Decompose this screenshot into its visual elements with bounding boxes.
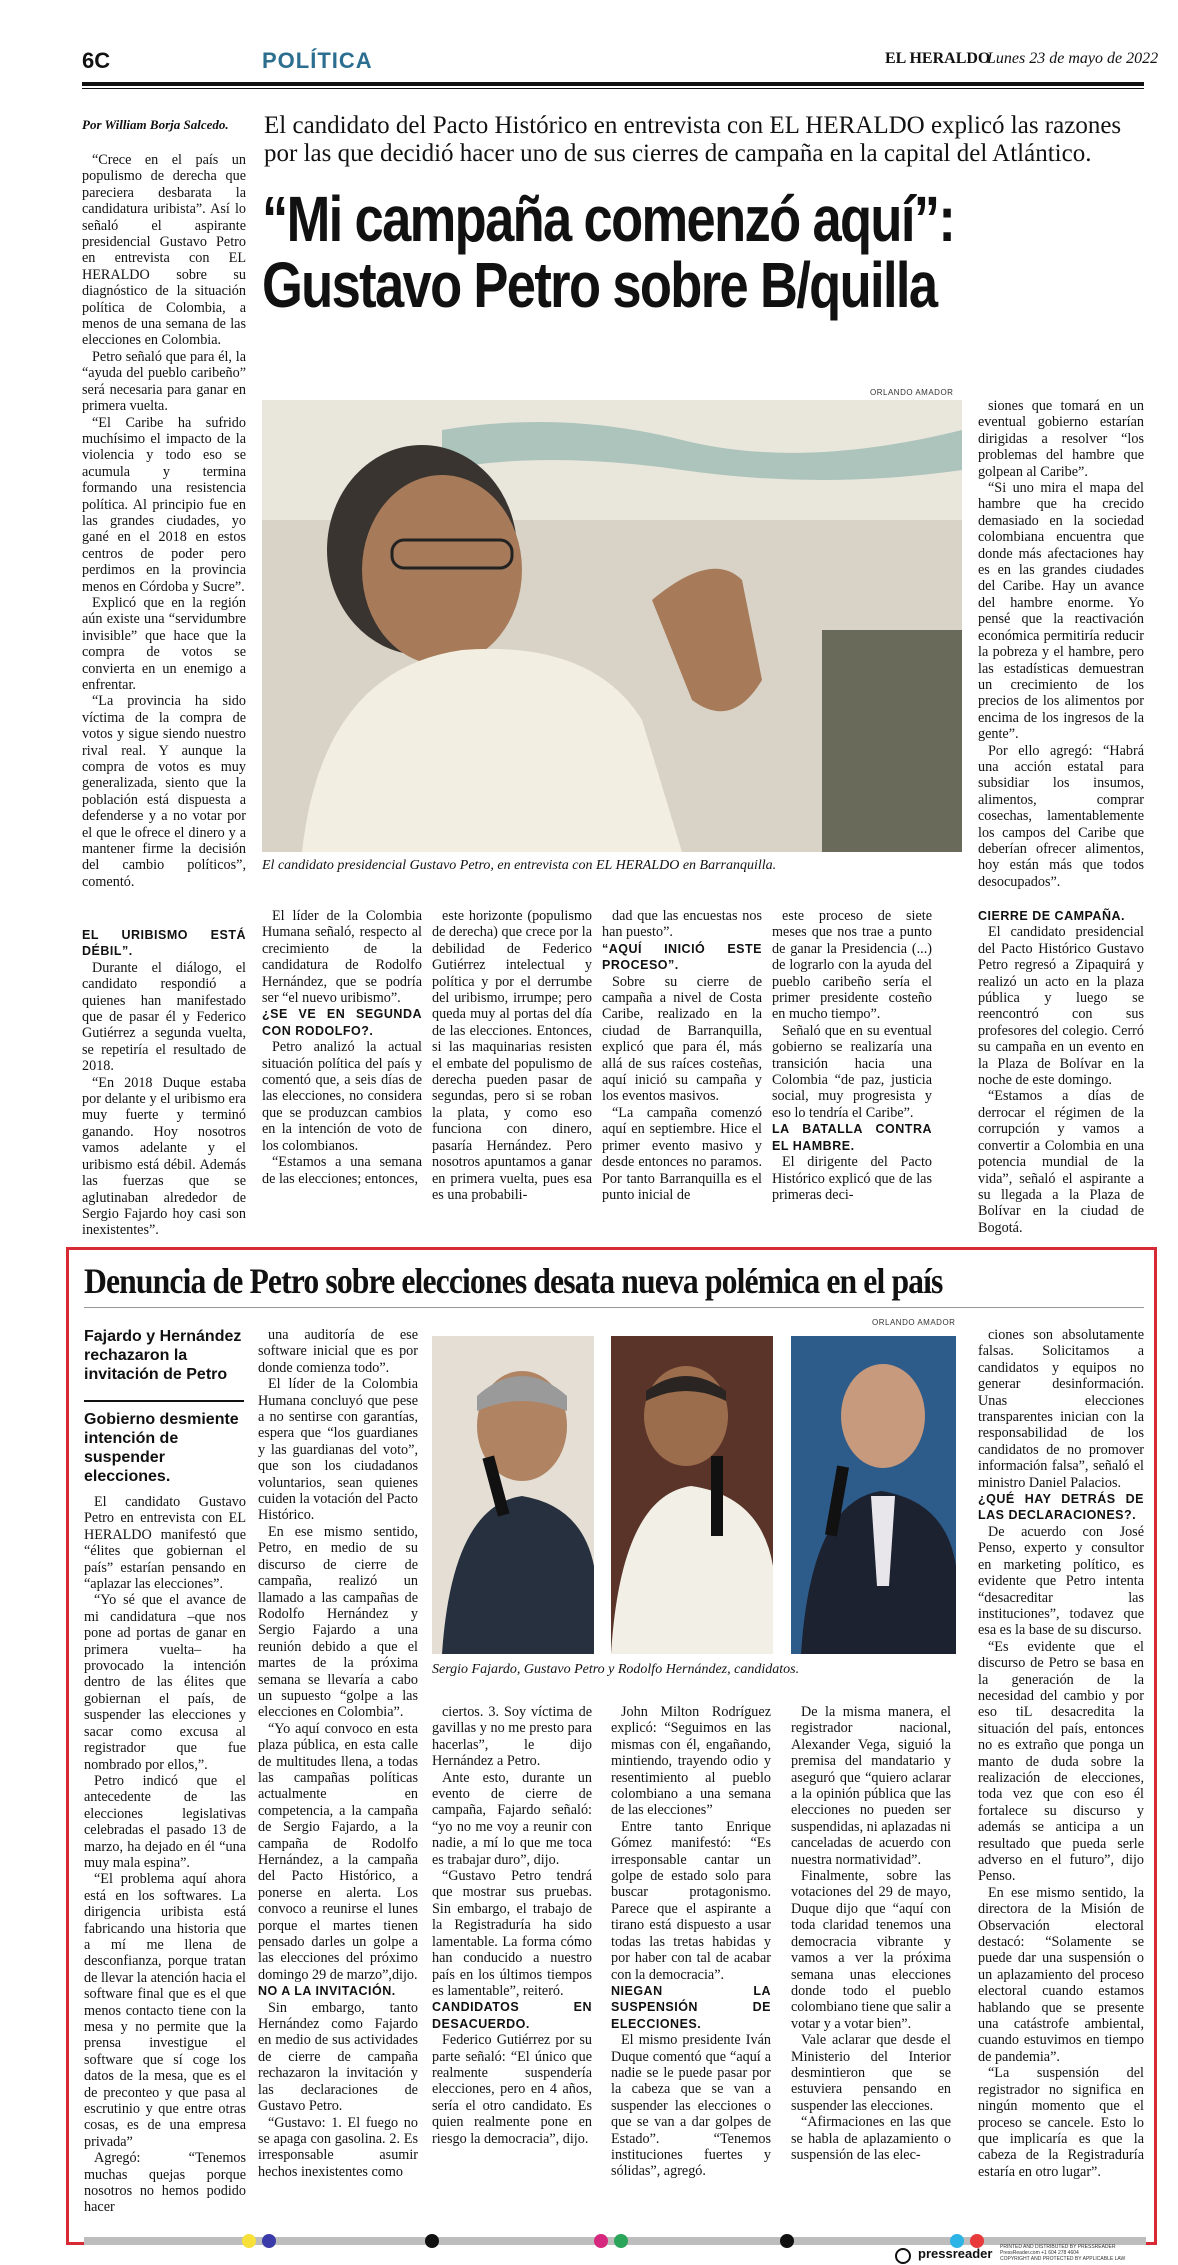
box-rule xyxy=(84,1307,1144,1308)
fajardo-photo-illustration xyxy=(432,1336,594,1654)
side-headline-1: Fajardo y Hernández rechazaron la invitación de Petro xyxy=(84,1328,242,1383)
headline-line-2: Gustavo Petro sobre B/quilla xyxy=(262,249,937,321)
story1-column-6b xyxy=(978,908,1144,1236)
col-paragraphs xyxy=(84,1494,246,2216)
petro-photo-illustration xyxy=(262,400,962,852)
paragraph: “Estamos a días de derrocar el régimen de la corrupción y vamos a convertir a Colombia en una potencia mundial de la vida”, señaló el aspirante a su llegada a la Plaza de Bolívar en la ciudad de Bogotá. xyxy=(978,1088,1144,1236)
subhead: NO A LA INVITACIÓN. xyxy=(258,1984,396,1999)
story2-column-6 xyxy=(978,1327,1144,2180)
hernandez-photo-illustration xyxy=(791,1336,956,1654)
paragraph: Petro señaló que para él, la “ayuda del pueblo caribeño” será necesaria para ganar en primera vuelta. xyxy=(82,348,246,415)
paragraph: “Es evidente que el discurso de Petro se basa en la generación de la necesidad del cambio y por eso tiL desacredita la situación del país, entonces no es extraño que ponga un manto de duda sobre la realización de elecciones, toda vez que con eso él fortalece su discurso y además se anticipa a un resultado que pueda serle adverso en el futuro”, dijo Penso. xyxy=(978,1638,1144,1885)
col-paragraphs xyxy=(978,924,1144,1236)
paragraph: “Afirmaciones en las que se habla de aplazamiento o suspensión de las elec- xyxy=(791,2114,951,2163)
paragraph: En ese mismo sentido, la directora de la Misión de Observación electoral destacó: “Solamente se puede dar una suspensión o un aplazamiento del proceso electoral cuando estamos hablando que se presente una catástrofe ambiental, cuando estuvimos en tiempo de pandemia”. xyxy=(978,1884,1144,2065)
photo-caption: El candidato presidencial Gustavo Petro, en entrevista con EL HERALDO en Barranquilla. xyxy=(262,858,777,873)
paragraph: “Crece en el país un populismo de derecha que pareciera desbarata la candidatura uribista”. Así lo señaló el aspirante presidencial Gustavo Petro en entrevista con EL HERALDO sobre su diagnóstico de la situación política de Colombia, a menos de una semana de las elecciones en Colombia. xyxy=(82,152,246,349)
col-paragraphs xyxy=(258,2000,418,2180)
subhead: CANDIDATOS EN DESACUERDO. xyxy=(432,2000,592,2031)
header-rule xyxy=(82,82,1144,86)
header-rule-thin xyxy=(82,88,1144,89)
subhead: EL URIBISMO ESTÁ DÉBIL”. xyxy=(82,928,246,959)
paragraph: “Gustavo Petro tendrá que mostrar sus pruebas. Sin embargo, el trabajo de la Registraduría ha sido lamentable. La forma cómo han conducido a nuestro país en los últimos tiempos es lamentable”, reiteró. xyxy=(432,1868,592,1999)
paragraph: una auditoría de ese software inicial que es por donde comienza todo”. xyxy=(258,1327,418,1376)
col-paragraphs xyxy=(82,152,246,890)
col-paragraphs xyxy=(262,1039,422,1187)
byline: Por William Borja Salcedo. xyxy=(82,117,229,132)
petro-photo-illustration xyxy=(611,1336,773,1654)
color-dot xyxy=(262,2234,276,2248)
story2-column-1 xyxy=(84,1494,246,2216)
col-paragraphs xyxy=(602,908,762,941)
notice-line-1: PRINTED AND DISTRIBUTED BY PRESSREADER xyxy=(1000,2244,1116,2250)
col-paragraphs xyxy=(978,1524,1144,2180)
paragraph: “El problema aquí ahora está en los softwares. La dirigencia uribista está fabricando una historia que a mí me llena de desconfianza, porque tratan de llevar la atención hacia el software final que es el que menos contacto tiene con la mesa y no permite que la prensa investigue el software que sí coge los datos de la mesa, que es el de preconteo y que pasa al escrutinio y que entre otras cosas, es de una empresa privada” xyxy=(84,1871,246,2150)
paragraph: Entre tanto Enrique Gómez manifestó: “Es irresponsable cantar un golpe de estado solo para buscar protagonismo. Parece que el aspirante a tirano está dispuesto a usar todas las tretas habidas y por haber con tal de acabar con la democracia”. xyxy=(611,1818,771,1983)
story1-column-4 xyxy=(602,908,762,1203)
color-dot xyxy=(780,2234,794,2248)
color-dot xyxy=(425,2234,439,2248)
pressreader-brand: pressreader xyxy=(918,2246,993,2261)
col-paragraphs xyxy=(611,1704,771,1983)
paragraph: ciertos. 3. Soy víctima de gavillas y no me presto para hacerlas”, le dijo Hernández a Petro. xyxy=(432,1704,592,1770)
paragraph: este proceso de siete meses que nos trae a punto de ganar la Presidencia (...) de lograrlo con la ayuda del pueblo caribeño sería el primer presidente costeño en mucho tiempo”. xyxy=(772,908,932,1023)
fajardo-photo xyxy=(432,1336,594,1654)
page-number: 6C xyxy=(82,48,111,73)
paragraph: Finalmente, sobre las votaciones del 29 de mayo, Duque dijo que “aquí con toda claridad tenemos una democracia vibrante y vamos a ver la próxima semana unas elecciones donde todo el pueblo colombiano tiene que salir a votar y a votar bien”. xyxy=(791,1868,951,2032)
paragraph: El líder de la Colombia Humana concluyó que pese a no sentirse con garantías, espera que “los guardianes y las guardianas del voto”, que son los ciudadanos voluntarios, sean quienes cuiden la votación del Pacto Histórico. xyxy=(258,1376,418,1524)
story2-column-5 xyxy=(791,1704,951,2163)
paragraph: “Si uno mira el mapa del hambre que ha crecido demasiado en la sociedad colombiana encuentra que donde más afectaciones hay es en las grandes ciudades del Caribe. Hay un avance del hambre enorme. Yo pensé que la reactivación económica permitiría reducir la pobreza y el hambre, pero las estadísticas demuestran un crecimiento de los precios de los alimentos por encima de los ingresos de la gente”. xyxy=(978,480,1144,743)
photo-caption: Sergio Fajardo, Gustavo Petro y Rodolfo Hernández, candidatos. xyxy=(432,1662,800,1677)
paragraph: dad que las encuestas nos han puesto”. xyxy=(602,908,762,941)
paragraph: El líder de la Colombia Humana señaló, respecto al crecimiento de la candidatura de Rodolfo Hernández, que se podría ser “el nuevo uribismo”. xyxy=(262,908,422,1007)
story1-column-5 xyxy=(772,908,932,1203)
paragraph: “Gustavo: 1. El fuego no se apaga con gasolina. 2. Es irresponsable asumir hechos inexistentes como xyxy=(258,2114,418,2180)
story1-column-2 xyxy=(262,908,422,1187)
box-headline: Denuncia de Petro sobre elecciones desata nueva polémica en el país xyxy=(84,1261,943,1301)
paragraph: Por ello agregó: “Habrá una acción estatal para subsidiar los insumos, alimentos, comprar cosechas, lamentablemente los campos del Caribe que deberían ofrecer alimentos, hoy están más que todos desocupados”. xyxy=(978,742,1144,890)
photo-credit: ORLANDO AMADOR xyxy=(872,1318,956,1327)
subhead: NIEGAN LA SUSPENSIÓN DE ELECCIONES. xyxy=(611,1983,771,2031)
paragraph: El candidato presidencial del Pacto Histórico Gustavo Petro regresó a Zipaquirá y realizó un acto en la plaza pública y luego se reencontró con sus profesores del colegio. Cerró su campaña en un evento en la Plaza de Bolívar en la noche de este domingo. xyxy=(978,924,1144,1089)
paragraph: “Yo aquí convoco en esta plaza pública, en esta calle de multitudes llena, a todas las campañas políticas actualmente en competencia, a la campaña de Sergio Fajardo, a la campaña de Rodolfo Hernández, a la campaña del Pacto Histórico, a ponerse en alerta. Los convoco a reunirse el lunes porque el martes tienen pensado darles un golpe a las elecciones del próximo domingo 29 de marzo”,dijo. xyxy=(258,1720,418,1983)
story2-column-3 xyxy=(432,1704,592,2147)
photo-credit: ORLANDO AMADOR xyxy=(870,388,954,397)
paragraph: “Estamos a una semana de las elecciones; entonces, xyxy=(262,1154,422,1187)
paragraph: Ante esto, durante un evento de cierre de campaña, Fajardo señaló: “yo no me voy a reunir con nadie, a mí lo que me toca es trabajar duro”, dijo. xyxy=(432,1769,592,1868)
paragraph: “En 2018 Duque estaba por delante y el uribismo era muy fuerte y terminó ganando. Hoy nosotros vamos adelante y el uribismo está débil. Además las fuerzas que se aglutinaban alrededor de Sergio Fajardo hoy casi son inexistentes”. xyxy=(82,1074,246,1239)
subhead: ¿QUÉ HAY DETRÁS DE LAS DECLARACIONES?. xyxy=(978,1492,1144,1523)
col-paragraphs xyxy=(611,2032,771,2180)
subhead: CIERRE DE CAMPAÑA. xyxy=(978,909,1125,923)
headline-line-1: “Mi campaña comenzó aquí”: xyxy=(262,183,955,255)
col-paragraphs xyxy=(772,908,932,1121)
paragraph: siones que tomará en un eventual gobierno estarían dirigidas a resolver “los problemas del hambre que golpean al Caribe”. xyxy=(978,398,1144,480)
paragraph: “La suspensión del registrador no significa en ningún momento que el proceso se cancele. Esto lo que implicaría es que la cabeza de la Registraduría estaría en otro lugar”. xyxy=(978,2065,1144,2180)
story1-column-1 xyxy=(82,152,246,890)
paragraph: “Yo sé que el avance de mi candidatura –que nos pone ad portas de ganar en primera vuelta– ha provocado la intención dentro de las élites que gobiernan el país, de suspender las elecciones y sacar como excusa al registrador que fue nombrado por ellos,”. xyxy=(84,1592,246,1773)
paragraph: Federico Gutiérrez por su parte señaló: “El único que realmente suspendería elecciones, pero en 4 años, sería el otro candidato. Es quien realmente pone en riesgo la democracia”, dijo. xyxy=(432,2032,592,2147)
story-headline xyxy=(262,183,992,321)
story-deck: El candidato del Pacto Histórico en entrevista con EL HERALDO explicó las razones por las que decidió hacer uno de sus cierres de campaña en la capital del Atlántico. xyxy=(264,112,1122,167)
col-paragraphs xyxy=(602,974,762,1204)
paragraph: El dirigente del Pacto Histórico explicó que de las primeras deci- xyxy=(772,1154,932,1203)
paragraph: En ese mismo sentido, Petro, en medio de su discurso de cierre de campaña, realizó un llamado a las campañas de Rodolfo Hernández y Sergio Fajardo a una reunión debido a que el martes de la próxima semana se llevaría a cabo un supuesto “golpe a las elecciones en Colombia”. xyxy=(258,1523,418,1721)
issue-date: Lunes 23 de mayo de 2022 xyxy=(987,50,1159,67)
paragraph: “La provincia ha sido víctima de la compra de votos y sigue siendo nuestro rival real. Y aunque la compra de votos es muy generalizada, siento que la población está dispuesta a defenderse y a no votar por el que le ofrece el dinero y a mantener firme la decisión del cambio políticos”, comentó. xyxy=(82,693,246,890)
paragraph: Petro analizó la actual situación política del país y comentó que, a seis días de las elecciones, no considera que se produzcan cambios en la intención de voto de los colombianos. xyxy=(262,1039,422,1154)
paragraph: Durante el diálogo, el candidato respondió a quienes han manifestado que de pasar él y Federico Gutiérrez a segunda vuelta, se repetiría el resultado de 2018. xyxy=(82,959,246,1075)
pressreader-notice xyxy=(1000,2244,1125,2262)
col-paragraphs xyxy=(262,908,422,1006)
notice-line-2: PressReader.com +1 604 278 4604 xyxy=(1000,2250,1079,2256)
paragraph: ciones son absolutamente falsas. Solicitamos a candidatos y equipos no generar desinformación. Unas elecciones transparentes inician con la responsabilidad de los candidatos de no promover información falsa”, señaló el ministro Daniel Palacios. xyxy=(978,1327,1144,1491)
petro-photo xyxy=(611,1336,773,1654)
paragraph: Vale aclarar que desde el Ministerio del Interior desmintieron que se estuviera pensando en suspender las elecciones. xyxy=(791,2032,951,2114)
side-rule xyxy=(84,1400,244,1402)
section-name: POLÍTICA xyxy=(262,48,373,73)
color-dot xyxy=(614,2234,628,2248)
story1-column-3 xyxy=(432,908,592,1203)
col-paragraphs xyxy=(432,908,592,1203)
paragraph: John Milton Rodríguez explicó: “Seguimos en las mismas con él, engañando, mintiendo, trayendo odio y resentimiento al pueblo colombiano a una semana de las elecciones” xyxy=(611,1704,771,1819)
subhead: LA BATALLA CONTRA EL HAMBRE. xyxy=(772,1122,932,1153)
col-paragraphs xyxy=(772,1154,932,1203)
color-dot xyxy=(242,2234,256,2248)
newspaper-name: EL HERALDO xyxy=(885,50,991,67)
paragraph: El mismo presidente Iván Duque comentó que “aquí a nadie se le puede pasar por la cabeza que se van a suspender las elecciones o que se van a dar golpes de Estado”. “Tenemos instituciones fuertes y sólidas”, agregó. xyxy=(611,2032,771,2180)
paragraph: Explicó que en la región aún existe una “servidumbre invisible” que hace que la compra de votos se convierta en un enemigo a enfrentar. xyxy=(82,594,246,693)
story2-column-2 xyxy=(258,1327,418,2180)
paragraph: De la misma manera, el registrador nacional, Alexander Vega, siguió la premisa del mandatario y aseguró que “quiero aclarar a la opinión pública que las elecciones no pueden ser suspendidas, ni aplazadas ni canceladas de acuerdo con nuestra normatividad”. xyxy=(791,1704,951,1868)
side-headline-2: Gobierno desmiente intención de suspender elecciones. xyxy=(84,1411,239,1485)
col-paragraphs xyxy=(432,1704,592,1999)
paragraph: De acuerdo con José Penso, experto y consultor en marketing político, es evidente que Petro intenta “desacreditar las instituciones”, todavez que esa es la base de su discurso. xyxy=(978,1523,1144,1639)
color-dot xyxy=(594,2234,608,2248)
paragraph: “El Caribe ha sufrido muchísimo el impacto de la violencia y todo eso se acumula y termina formando una resistencia política. Al principio fue en las grandes ciudades, yo gané en el 2018 en estos centros de poder pero perdimos en la provincia menos en Córdoba y Sucre”. xyxy=(82,414,246,595)
pressreader-logo-icon xyxy=(895,2248,911,2264)
col-paragraphs xyxy=(82,960,246,1239)
paragraph: Sin embargo, tanto Hernández como Fajardo en medio de sus actividades de cierre de campaña rechazaron la invitación y las declaraciones de Gustavo Petro. xyxy=(258,1999,418,2115)
paragraph: Sobre su cierre de campaña a nivel de Costa Caribe, realizado en la ciudad de Barranquilla, explicó que para él, más allá de sus raíces costeñas, aquí inició su campaña y los eventos masivos. xyxy=(602,973,762,1105)
story1-column-6 xyxy=(978,398,1144,890)
col-paragraphs xyxy=(258,1327,418,1983)
petro-interview-photo xyxy=(262,400,962,852)
subhead: ¿SE VE EN SEGUNDA CON RODOLFO?. xyxy=(262,1007,422,1038)
col-paragraphs xyxy=(978,1327,1144,1491)
story1-column-1b xyxy=(82,927,246,1239)
story2-column-4 xyxy=(611,1704,771,2180)
notice-line-3: COPYRIGHT AND PROTECTED BY APPLICABLE LAW xyxy=(1000,2256,1126,2262)
paragraph: Petro indicó que el antecedente de las elecciones legislativas celebradas el pasado 13 de marzo, ha dejado en él “una muy mala espina”. xyxy=(84,1772,246,1871)
paragraph: este horizonte (populismo de derecha) que crece por la debilidad de Federico Gutiérrez intelectual y política y por el derrumbe del uribismo, irrumpe; pero queda muy al portas del día de las elecciones. Entonces, si las maquinarias resisten el embate del populismo de derecha pueden pasar de segundas, pero si se roban la plata, y como eso funciona con dinero, pasaría Hernández. Pero nosotros apuntamos a ganar en primera vuelta, pues esa es una probabili- xyxy=(432,908,592,1203)
col-paragraphs xyxy=(432,2032,592,2147)
col-paragraphs xyxy=(791,1704,951,2163)
paragraph: “La campaña comenzó aquí en septiembre. Hice el primer evento masivo y desde entonces no paramos. Por tanto Barranquilla es el punto inicial de xyxy=(602,1104,762,1203)
paragraph: Señaló que en su eventual gobierno se realizaría una transición hacia una Colombia “de paz, justicia social, muy progresista y eso lo tendría el Caribe”. xyxy=(772,1022,932,1121)
subhead: “AQUÍ INICIÓ ESTE PROCESO”. xyxy=(602,941,762,973)
col-paragraphs xyxy=(978,398,1144,890)
paragraph: Agregó: “Tenemos muchas quejas porque nosotros no hemos podido hacer xyxy=(84,2150,246,2216)
paragraph: El candidato Gustavo Petro en entrevista con EL HERALDO manifestó que “élites que gobiernan el país” estarían pensando en “aplazar las elecciones”. xyxy=(84,1494,246,1593)
hernandez-photo xyxy=(791,1336,956,1654)
